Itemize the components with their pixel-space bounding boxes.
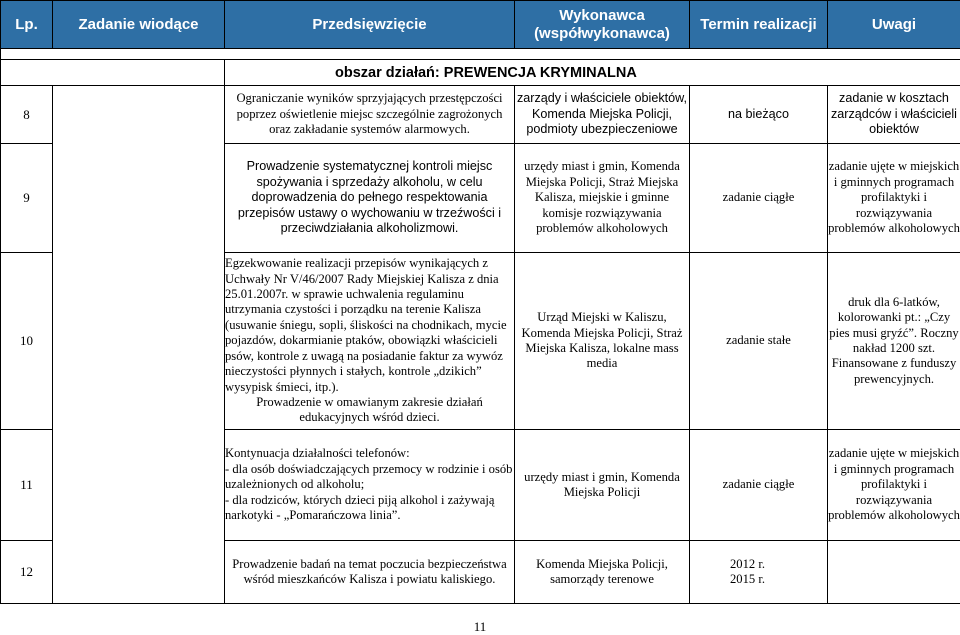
row-number: 11	[1, 430, 53, 541]
header-task: Zadanie wiodące	[53, 1, 225, 49]
row-number: 12	[1, 541, 53, 604]
executor-cell: Komenda Miejska Policji, samorządy terenowe	[515, 541, 690, 604]
deadline-cell	[690, 541, 828, 604]
row-number: 8	[1, 86, 53, 144]
deadline-cell: na bieżąco	[690, 86, 828, 144]
header-lp: Lp.	[1, 1, 53, 49]
header-project: Przedsięwzięcie	[225, 1, 515, 49]
notes-cell: zadanie w kosztach zarządców i właścicieli obiektów	[828, 86, 960, 144]
project-cell	[225, 253, 515, 430]
section-left-cell	[1, 60, 225, 86]
row-number: 10	[1, 253, 53, 430]
page-number: 11	[0, 619, 960, 635]
deadline-cell: zadanie stałe	[690, 253, 828, 430]
project-text-education: Prowadzenie w omawianym zakresie działań edukacyjnych wśród dzieci.	[225, 395, 514, 426]
executor-cell: urzędy miast i gmin, Komenda Miejska Policji	[515, 430, 690, 541]
deadline-cell: zadanie ciągłe	[690, 144, 828, 253]
deadline-year-1: 2012 r.	[730, 557, 827, 572]
project-cell	[225, 430, 515, 541]
project-text-item-2: - dla rodziców, których dzieci piją alkohol i zażywają narkotyki - „Pomarańczowa linia”.	[225, 493, 514, 524]
header-executor-line1: Wykonawca	[515, 7, 689, 25]
notes-cell: druk dla 6-latków, kolorowanki pt.: „Czy pies musi gryźć”. Roczny nakład 1200 szt. Finansowane z funduszy prewencyjnych.	[828, 253, 960, 430]
header-executor-line2: (współwykonawca)	[515, 25, 689, 43]
executor-cell: Urząd Miejski w Kaliszu, Komenda Miejska Policji, Straż Miejska Kalisza, lokalne mass media	[515, 253, 690, 430]
table-header-row	[1, 1, 960, 49]
deadline-year-2: 2015 r.	[730, 572, 827, 587]
project-text-intro: Kontynuacja działalności telefonów:	[225, 446, 514, 461]
spacer-cell	[1, 49, 960, 60]
executor-cell: urzędy miast i gmin, Komenda Miejska Policji, Straż Miejska Kalisza, miejskie i gminne komisje rozwiązywania problemów alkoholowych	[515, 144, 690, 253]
header-executor	[515, 1, 690, 49]
notes-cell: zadanie ujęte w miejskich i gminnych programach profilaktyki i rozwiązywania problemów alkoholowych	[828, 144, 960, 253]
deadline-cell: zadanie ciągłe	[690, 430, 828, 541]
table-row	[1, 86, 960, 144]
project-cell: Ograniczanie wyników sprzyjających przestępczości poprzez oświetlenie miejsc szczególnie zagrożonych oraz zakładanie systemów alarmowych.	[225, 86, 515, 144]
project-cell: Prowadzenie systematycznej kontroli miejsc spożywania i sprzedaży alkoholu, w celu doprowadzenia do pełnego respektowania przepisów ustawy o wychowaniu w trzeźwości i przeciwdziałania alkoholizmowi.	[225, 144, 515, 253]
executor-cell: zarządy i właściciele obiektów, Komenda Miejska Policji, podmioty ubezpieczeniowe	[515, 86, 690, 144]
spacer-row	[1, 49, 960, 60]
header-notes: Uwagi	[828, 1, 960, 49]
project-text-item-1: - dla osób doświadczających przemocy w rodzinie i osób uzależnionych od alkoholu;	[225, 462, 514, 493]
project-text-main: Egzekwowanie realizacji przepisów wynikających z Uchwały Nr V/46/2007 Rady Miejskiej Kalisza z dnia 25.01.2007r. w sprawie uchwalenia regulaminu utrzymania czystości i porządku na terenie Kalisza (usuwanie śniegu, sopli, śliskości na chodnikach, mycie pojazdów, dokarmianie ptaków, obowiązki właścicieli psów, kontrole z uwagą na posiadanie faktur za wywóz nieczystości płynnych i stałych, kontrole „dzikich” wysypisk śmieci, itp.).	[225, 256, 514, 395]
notes-cell: zadanie ujęte w miejskich i gminnych programach profilaktyki i rozwiązywania problemów alkoholowych	[828, 430, 960, 541]
row-number: 9	[1, 144, 53, 253]
section-row	[1, 60, 960, 86]
notes-cell	[828, 541, 960, 604]
section-title: obszar działań: PREWENCJA KRYMINALNA	[225, 60, 960, 86]
header-deadline: Termin realizacji	[690, 1, 828, 49]
task-cell-merged	[53, 86, 225, 604]
project-cell: Prowadzenie badań na temat poczucia bezpieczeństwa wśród mieszkańców Kalisza i powiatu kaliskiego.	[225, 541, 515, 604]
